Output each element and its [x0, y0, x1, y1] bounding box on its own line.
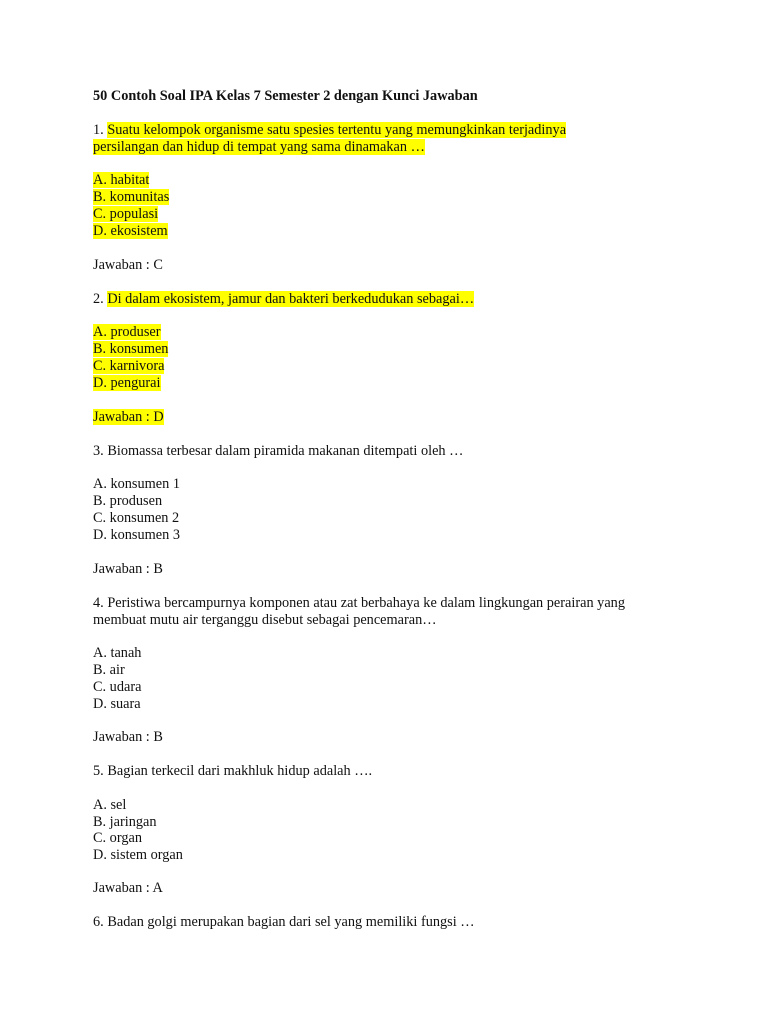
- question-3-option-d: D. konsumen 3: [93, 527, 180, 543]
- question-5-line-1: [93, 763, 372, 780]
- question-6-line-1: [93, 914, 475, 931]
- question-4-text: Peristiwa bercampurnya komponen atau zat berbahaya ke dalam lingkungan perairan yang: [107, 595, 625, 611]
- question-5-text: Bagian terkecil dari makhluk hidup adalah ….: [107, 763, 373, 779]
- question-5-option-d: D. sistem organ: [93, 847, 183, 863]
- question-3-number: 3.: [93, 443, 104, 459]
- question-3-text: Biomassa terbesar dalam piramida makanan ditempati oleh …: [107, 443, 464, 459]
- question-4-answer: Jawaban : B: [93, 729, 163, 745]
- question-3-option-b: B. produsen: [93, 493, 163, 509]
- question-2-answer: Jawaban : D: [93, 409, 164, 425]
- document-title: 50 Contoh Soal IPA Kelas 7 Semester 2 dengan Kunci Jawaban: [93, 88, 478, 104]
- question-5-answer: Jawaban : A: [93, 880, 163, 896]
- question-2-text: Di dalam ekosistem, jamur dan bakteri berkedudukan sebagai…: [107, 291, 475, 307]
- question-2-option-c: C. karnivora: [93, 358, 165, 374]
- question-2-option-d: D. pengurai: [93, 375, 161, 391]
- question-1-option-a: A. habitat: [93, 172, 150, 188]
- question-1-option-c: C. populasi: [93, 206, 159, 222]
- question-1-text: persilangan dan hidup di tempat yang sama dinamakan …: [93, 139, 425, 155]
- question-6-text: Badan golgi merupakan bagian dari sel yang memiliki fungsi …: [107, 914, 475, 930]
- question-1-number: 1.: [93, 122, 104, 138]
- question-5-option-c: C. organ: [93, 830, 142, 846]
- question-4-line-1: [93, 595, 625, 612]
- question-3-answer: Jawaban : B: [93, 561, 163, 577]
- question-4-number: 4.: [93, 595, 104, 611]
- question-1-answer: Jawaban : C: [93, 257, 163, 273]
- question-2-number: 2.: [93, 291, 104, 307]
- question-4-option-d: D. suara: [93, 696, 141, 712]
- question-2-option-b: B. konsumen: [93, 341, 169, 357]
- question-5-number: 5.: [93, 763, 104, 779]
- question-3-option-a: A. konsumen 1: [93, 476, 180, 492]
- question-2-option-a: A. produser: [93, 324, 161, 340]
- question-5-option-b: B. jaringan: [93, 814, 157, 830]
- question-6-number: 6.: [93, 914, 104, 930]
- question-3-line-1: [93, 443, 463, 460]
- question-3-option-c: C. konsumen 2: [93, 510, 180, 526]
- question-4-line-2: membuat mutu air terganggu disebut sebagai pencemaran…: [93, 612, 437, 628]
- question-1-option-d: D. ekosistem: [93, 223, 168, 239]
- question-4-option-b: B. air: [93, 662, 125, 678]
- question-2-line-1: [93, 291, 474, 308]
- question-1-option-b: B. komunitas: [93, 189, 170, 205]
- question-1-line-2: [93, 139, 425, 156]
- question-5-option-a: A. sel: [93, 797, 127, 813]
- question-1-line-1: [93, 122, 566, 139]
- question-4-option-a: A. tanah: [93, 645, 142, 661]
- question-4-option-c: C. udara: [93, 679, 142, 695]
- question-1-text: Suatu kelompok organisme satu spesies tertentu yang memungkinkan terjadinya: [107, 122, 567, 138]
